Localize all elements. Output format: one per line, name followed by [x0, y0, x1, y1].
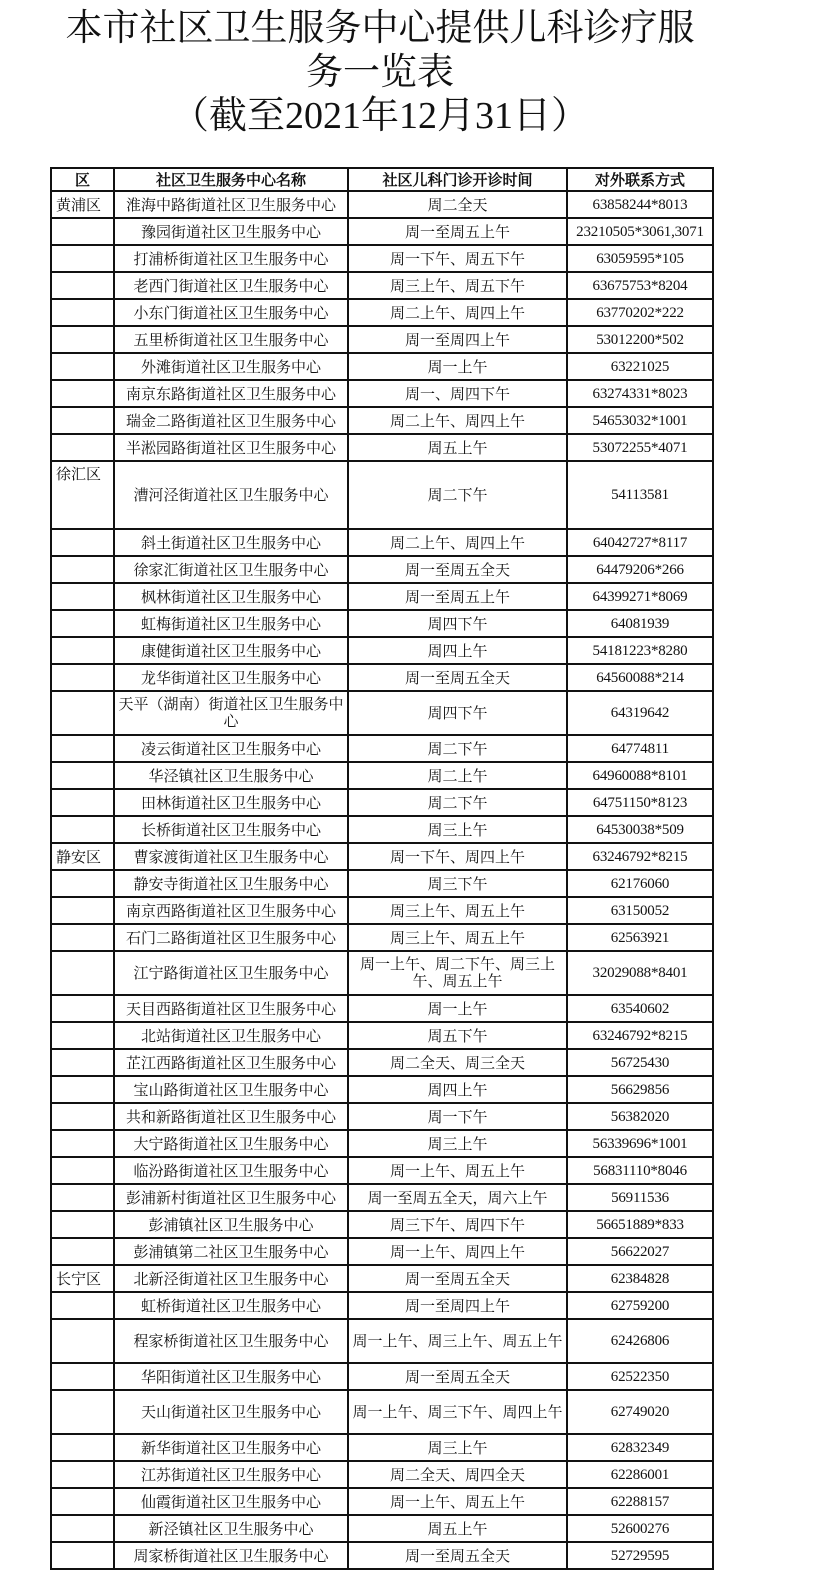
center-name-cell: 老西门街道社区卫生服务中心: [114, 272, 348, 299]
contact-phone-cell: 62288157: [567, 1488, 713, 1515]
table-row: [51, 897, 713, 924]
center-name-cell: 周家桥街道社区卫生服务中心: [114, 1542, 348, 1569]
district-cell: [51, 529, 114, 556]
clinic-hours-cell: 周一至周五全天: [348, 664, 567, 691]
table-row: [51, 1157, 713, 1184]
center-name-cell: 华泾镇社区卫生服务中心: [114, 762, 348, 789]
center-name-cell: 豫园街道社区卫生服务中心: [114, 218, 348, 245]
table-row: [51, 1103, 713, 1130]
district-cell: [51, 1022, 114, 1049]
district-cell: [51, 610, 114, 637]
center-name-cell: 芷江西路街道社区卫生服务中心: [114, 1049, 348, 1076]
table-row: [51, 1211, 713, 1238]
clinic-hours-cell: 周四下午: [348, 610, 567, 637]
center-name-cell: 天山街道社区卫生服务中心: [114, 1390, 348, 1434]
table-row: [51, 529, 713, 556]
clinic-hours-cell: 周一上午、周五上午: [348, 1488, 567, 1515]
contact-phone-cell: 62384828: [567, 1265, 713, 1292]
table-row: [51, 637, 713, 664]
center-name-cell: 淮海中路街道社区卫生服务中心: [114, 191, 348, 218]
contact-phone-cell: 64399271*8069: [567, 583, 713, 610]
clinic-hours-cell: 周一上午、周三上午、周五上午: [348, 1319, 567, 1363]
center-name-cell: 小东门街道社区卫生服务中心: [114, 299, 348, 326]
center-name-cell: 虹桥街道社区卫生服务中心: [114, 1292, 348, 1319]
center-name-cell: 仙霞街道社区卫生服务中心: [114, 1488, 348, 1515]
district-cell: [51, 924, 114, 951]
contact-phone-cell: 63675753*8204: [567, 272, 713, 299]
center-name-cell: 长桥街道社区卫生服务中心: [114, 816, 348, 843]
center-name-cell: 天目西路街道社区卫生服务中心: [114, 995, 348, 1022]
clinic-hours-cell: 周一下午: [348, 1103, 567, 1130]
clinic-hours-cell: 周三上午: [348, 1434, 567, 1461]
table-row: [51, 1238, 713, 1265]
district-cell: [51, 1049, 114, 1076]
center-name-cell: 龙华街道社区卫生服务中心: [114, 664, 348, 691]
clinic-hours-cell: 周二全天: [348, 191, 567, 218]
contact-phone-cell: 63770202*222: [567, 299, 713, 326]
table-row: [51, 1022, 713, 1049]
district-cell: [51, 1363, 114, 1390]
center-name-cell: 华阳街道社区卫生服务中心: [114, 1363, 348, 1390]
clinic-hours-cell: 周一上午、周五上午: [348, 1157, 567, 1184]
table-row: [51, 789, 713, 816]
district-cell: [51, 789, 114, 816]
table-row: [51, 1390, 713, 1434]
contact-phone-cell: 62759200: [567, 1292, 713, 1319]
district-cell: [51, 870, 114, 897]
table-row: [51, 1184, 713, 1211]
center-name-cell: 徐家汇街道社区卫生服务中心: [114, 556, 348, 583]
clinic-hours-cell: 周一至周五全天: [348, 1265, 567, 1292]
clinic-hours-cell: 周二下午: [348, 735, 567, 762]
district-cell: [51, 407, 114, 434]
district-cell: [51, 583, 114, 610]
table-row: [51, 272, 713, 299]
table-row: [51, 610, 713, 637]
center-name-cell: 凌云街道社区卫生服务中心: [114, 735, 348, 762]
contact-phone-cell: 64081939: [567, 610, 713, 637]
district-cell: 静安区: [51, 843, 114, 870]
contact-phone-cell: 56629856: [567, 1076, 713, 1103]
clinic-hours-cell: 周二上午、周四上午: [348, 299, 567, 326]
table-row: [51, 1130, 713, 1157]
contact-phone-cell: 53072255*4071: [567, 434, 713, 461]
table-row: [51, 1292, 713, 1319]
district-cell: [51, 272, 114, 299]
center-name-cell: 打浦桥街道社区卫生服务中心: [114, 245, 348, 272]
center-name-cell: 瑞金二路街道社区卫生服务中心: [114, 407, 348, 434]
district-cell: [51, 897, 114, 924]
clinic-hours-cell: 周四下午: [348, 691, 567, 735]
document-title-line-2: 务一览表: [306, 50, 454, 93]
contact-phone-cell: 56651889*833: [567, 1211, 713, 1238]
header-center-name: 社区卫生服务中心名称: [114, 168, 348, 191]
table-row: [51, 353, 713, 380]
contact-phone-cell: 56831110*8046: [567, 1157, 713, 1184]
contact-phone-cell: 64751150*8123: [567, 789, 713, 816]
center-name-cell: 南京西路街道社区卫生服务中心: [114, 897, 348, 924]
center-name-cell: 天平（湖南）街道社区卫生服务中心: [114, 691, 348, 735]
table-row: [51, 1265, 713, 1292]
clinic-hours-cell: 周三上午: [348, 1130, 567, 1157]
table-row: [51, 245, 713, 272]
clinic-hours-cell: 周一至周五上午: [348, 583, 567, 610]
district-cell: [51, 995, 114, 1022]
district-cell: [51, 556, 114, 583]
center-name-cell: 北站街道社区卫生服务中心: [114, 1022, 348, 1049]
clinic-hours-cell: 周五上午: [348, 1515, 567, 1542]
table-row: [51, 870, 713, 897]
clinic-hours-cell: 周一至周四上午: [348, 326, 567, 353]
table-row: [51, 1515, 713, 1542]
district-cell: [51, 691, 114, 735]
clinic-hours-cell: 周一至周五全天，周六上午: [348, 1184, 567, 1211]
clinic-hours-cell: 周三上午、周五上午: [348, 924, 567, 951]
clinic-hours-cell: 周一至周五全天: [348, 1363, 567, 1390]
header-district: 区: [51, 168, 114, 191]
table-row: [51, 461, 713, 529]
contact-phone-cell: 62286001: [567, 1461, 713, 1488]
table-row: [51, 407, 713, 434]
center-name-cell: 江苏街道社区卫生服务中心: [114, 1461, 348, 1488]
table-row: [51, 816, 713, 843]
district-cell: [51, 1488, 114, 1515]
contact-phone-cell: 63246792*8215: [567, 1022, 713, 1049]
table-row: [51, 735, 713, 762]
contact-phone-cell: 56725430: [567, 1049, 713, 1076]
clinic-hours-cell: 周四上午: [348, 1076, 567, 1103]
table-header-row: [51, 168, 713, 191]
contact-phone-cell: 64960088*8101: [567, 762, 713, 789]
table-row: [51, 691, 713, 735]
clinic-hours-cell: 周一至周五全天: [348, 556, 567, 583]
contact-phone-cell: 64479206*266: [567, 556, 713, 583]
table-row: [51, 995, 713, 1022]
district-cell: [51, 1434, 114, 1461]
district-cell: [51, 1390, 114, 1434]
center-name-cell: 虹梅街道社区卫生服务中心: [114, 610, 348, 637]
clinic-hours-cell: 周三上午: [348, 816, 567, 843]
center-name-cell: 新泾镇社区卫生服务中心: [114, 1515, 348, 1542]
clinic-hours-cell: 周一、周四下午: [348, 380, 567, 407]
center-name-cell: 斜土街道社区卫生服务中心: [114, 529, 348, 556]
clinic-hours-cell: 周二上午: [348, 762, 567, 789]
district-cell: [51, 951, 114, 995]
table-row: [51, 1542, 713, 1569]
center-name-cell: 曹家渡街道社区卫生服务中心: [114, 843, 348, 870]
table-body: [51, 191, 713, 1569]
contact-phone-cell: 54113581: [567, 461, 713, 529]
contact-phone-cell: 63274331*8023: [567, 380, 713, 407]
contact-phone-cell: 63221025: [567, 353, 713, 380]
contact-phone-cell: 53012200*502: [567, 326, 713, 353]
clinic-hours-cell: 周三上午、周五下午: [348, 272, 567, 299]
clinic-hours-cell: 周五下午: [348, 1022, 567, 1049]
table-row: [51, 664, 713, 691]
table-row: [51, 191, 713, 218]
clinic-hours-cell: 周一上午: [348, 995, 567, 1022]
contact-phone-cell: 56622027: [567, 1238, 713, 1265]
center-name-cell: 南京东路街道社区卫生服务中心: [114, 380, 348, 407]
district-cell: [51, 1238, 114, 1265]
table-row: [51, 1319, 713, 1363]
district-cell: [51, 1130, 114, 1157]
table-row: [51, 1363, 713, 1390]
pediatric-services-table: [50, 167, 714, 1570]
district-cell: [51, 762, 114, 789]
clinic-hours-cell: 周一上午、周四上午: [348, 1238, 567, 1265]
contact-phone-cell: 62426806: [567, 1319, 713, 1363]
clinic-hours-cell: 周一上午: [348, 353, 567, 380]
clinic-hours-cell: 周三上午、周五上午: [348, 897, 567, 924]
table-row: [51, 1049, 713, 1076]
table-row: [51, 326, 713, 353]
district-cell: [51, 816, 114, 843]
center-name-cell: 枫林街道社区卫生服务中心: [114, 583, 348, 610]
district-cell: [51, 434, 114, 461]
contact-phone-cell: 62176060: [567, 870, 713, 897]
header-clinic-hours: 社区儿科门诊开诊时间: [348, 168, 567, 191]
clinic-hours-cell: 周二全天、周四全天: [348, 1461, 567, 1488]
district-cell: [51, 1461, 114, 1488]
district-cell: [51, 1076, 114, 1103]
center-name-cell: 程家桥街道社区卫生服务中心: [114, 1319, 348, 1363]
center-name-cell: 江宁路街道社区卫生服务中心: [114, 951, 348, 995]
center-name-cell: 新华街道社区卫生服务中心: [114, 1434, 348, 1461]
contact-phone-cell: 63059595*105: [567, 245, 713, 272]
clinic-hours-cell: 周二下午: [348, 461, 567, 529]
contact-phone-cell: 52600276: [567, 1515, 713, 1542]
district-cell: 长宁区: [51, 1265, 114, 1292]
contact-phone-cell: 54181223*8280: [567, 637, 713, 664]
header-contact: 对外联系方式: [567, 168, 713, 191]
center-name-cell: 漕河泾街道社区卫生服务中心: [114, 461, 348, 529]
district-cell: [51, 1292, 114, 1319]
table-row: [51, 762, 713, 789]
document-date-subtitle: （截至2021年12月31日）: [170, 95, 589, 137]
contact-phone-cell: 62832349: [567, 1434, 713, 1461]
contact-phone-cell: 62522350: [567, 1363, 713, 1390]
clinic-hours-cell: 周一上午、周三下午、周四上午: [348, 1390, 567, 1434]
clinic-hours-cell: 周三下午、周四下午: [348, 1211, 567, 1238]
center-name-cell: 彭浦新村街道社区卫生服务中心: [114, 1184, 348, 1211]
center-name-cell: 宝山路街道社区卫生服务中心: [114, 1076, 348, 1103]
contact-phone-cell: 64560088*214: [567, 664, 713, 691]
district-cell: [51, 637, 114, 664]
district-cell: [51, 1184, 114, 1211]
table-row: [51, 434, 713, 461]
contact-phone-cell: 63150052: [567, 897, 713, 924]
district-cell: [51, 245, 114, 272]
district-cell: [51, 299, 114, 326]
clinic-hours-cell: 周一下午、周五下午: [348, 245, 567, 272]
district-cell: [51, 1211, 114, 1238]
contact-phone-cell: 62563921: [567, 924, 713, 951]
table-row: [51, 924, 713, 951]
district-cell: [51, 1157, 114, 1184]
district-cell: [51, 380, 114, 407]
table-row: [51, 299, 713, 326]
contact-phone-cell: 62749020: [567, 1390, 713, 1434]
center-name-cell: 共和新路街道社区卫生服务中心: [114, 1103, 348, 1130]
district-cell: 徐汇区: [51, 461, 114, 529]
district-cell: [51, 1103, 114, 1130]
table-row: [51, 1076, 713, 1103]
contact-phone-cell: 64774811: [567, 735, 713, 762]
center-name-cell: 田林街道社区卫生服务中心: [114, 789, 348, 816]
district-cell: 黄浦区: [51, 191, 114, 218]
clinic-hours-cell: 周一下午、周四上午: [348, 843, 567, 870]
contact-phone-cell: 56382020: [567, 1103, 713, 1130]
clinic-hours-cell: 周二上午、周四上午: [348, 407, 567, 434]
district-cell: [51, 1515, 114, 1542]
table-row: [51, 951, 713, 995]
contact-phone-cell: 56911536: [567, 1184, 713, 1211]
district-cell: [51, 326, 114, 353]
center-name-cell: 半淞园路街道社区卫生服务中心: [114, 434, 348, 461]
table-row: [51, 1434, 713, 1461]
clinic-hours-cell: 周一上午、周二下午、周三上午、周五上午: [348, 951, 567, 995]
contact-phone-cell: 63858244*8013: [567, 191, 713, 218]
contact-phone-cell: 63540602: [567, 995, 713, 1022]
clinic-hours-cell: 周一至周五上午: [348, 218, 567, 245]
clinic-hours-cell: 周一至周五全天: [348, 1542, 567, 1569]
contact-phone-cell: 64530038*509: [567, 816, 713, 843]
contact-phone-cell: 23210505*3061,3071: [567, 218, 713, 245]
clinic-hours-cell: 周五上午: [348, 434, 567, 461]
center-name-cell: 静安寺街道社区卫生服务中心: [114, 870, 348, 897]
clinic-hours-cell: 周二上午、周四上午: [348, 529, 567, 556]
contact-phone-cell: 64042727*8117: [567, 529, 713, 556]
contact-phone-cell: 52729595: [567, 1542, 713, 1569]
table-row: [51, 1461, 713, 1488]
table-row: [51, 1488, 713, 1515]
clinic-hours-cell: 周三下午: [348, 870, 567, 897]
clinic-hours-cell: 周二全天、周三全天: [348, 1049, 567, 1076]
table-row: [51, 556, 713, 583]
contact-phone-cell: 56339696*1001: [567, 1130, 713, 1157]
contact-phone-cell: 32029088*8401: [567, 951, 713, 995]
table-row: [51, 380, 713, 407]
district-cell: [51, 218, 114, 245]
clinic-hours-cell: 周四上午: [348, 637, 567, 664]
district-cell: [51, 353, 114, 380]
center-name-cell: 石门二路街道社区卫生服务中心: [114, 924, 348, 951]
contact-phone-cell: 54653032*1001: [567, 407, 713, 434]
center-name-cell: 康健街道社区卫生服务中心: [114, 637, 348, 664]
center-name-cell: 外滩街道社区卫生服务中心: [114, 353, 348, 380]
table-row: [51, 218, 713, 245]
center-name-cell: 五里桥街道社区卫生服务中心: [114, 326, 348, 353]
center-name-cell: 大宁路街道社区卫生服务中心: [114, 1130, 348, 1157]
district-cell: [51, 664, 114, 691]
table-row: [51, 583, 713, 610]
center-name-cell: 北新泾街道社区卫生服务中心: [114, 1265, 348, 1292]
contact-phone-cell: 64319642: [567, 691, 713, 735]
clinic-hours-cell: 周二下午: [348, 789, 567, 816]
center-name-cell: 彭浦镇第二社区卫生服务中心: [114, 1238, 348, 1265]
center-name-cell: 临汾路街道社区卫生服务中心: [114, 1157, 348, 1184]
district-cell: [51, 1542, 114, 1569]
contact-phone-cell: 63246792*8215: [567, 843, 713, 870]
center-name-cell: 彭浦镇社区卫生服务中心: [114, 1211, 348, 1238]
district-cell: [51, 735, 114, 762]
document-title-line-1: 本市社区卫生服务中心提供儿科诊疗服: [65, 6, 695, 49]
district-cell: [51, 1319, 114, 1363]
clinic-hours-cell: 周一至周四上午: [348, 1292, 567, 1319]
table-row: [51, 843, 713, 870]
